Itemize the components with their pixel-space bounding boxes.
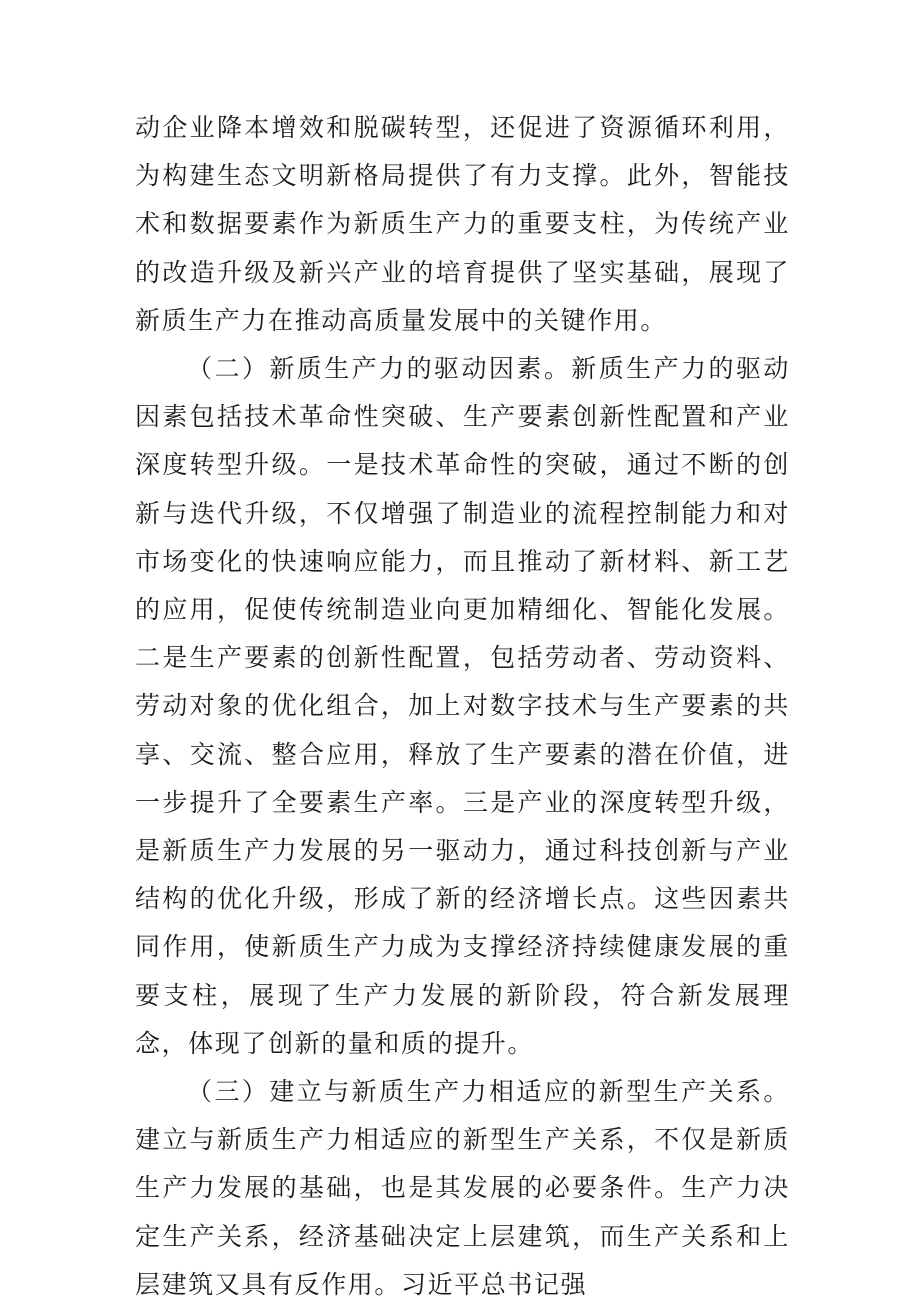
paragraph-continuation: 动企业降本增效和脱碳转型，还促进了资源循环利用，为构建生态文明新格局提供了有力支撑。此外，智能技术和数据要素作为新质生产力的重要支柱，为传统产业的改造升级及新兴产业的培育提供了坚实基础，展现了新质生产力在推动高质量发展中的关键作用。 (135, 113, 790, 335)
paragraph-section-3-production-relations: （三）建立与新质生产力相适应的新型生产关系。建立与新质生产力相适应的新型生产关系，不仅是新质生产力发展的基础，也是其发展的必要条件。生产力决定生产关系，经济基础决定上层建筑，而生产关系和上层建筑又具有反作用。习近平总书记强 (135, 1077, 790, 1299)
document-body (135, 104, 790, 1309)
paragraph-section-2-driving-factors: （二）新质生产力的驱动因素。新质生产力的驱动因素包括技术革命性突破、生产要素创新性配置和产业深度转型升级。一是技术革命性的突破，通过不断的创新与迭代升级，不仅增强了制造业的流程控制能力和对市场变化的快速响应能力，而且推动了新材料、新工艺的应用，促使传统制造业向更加精细化、智能化发展。二是生产要素的创新性配置，包括劳动者、劳动资料、劳动对象的优化组合，加上对数字技术与生产要素的共享、交流、整合应用，释放了生产要素的潜在价值，进一步提升了全要素生产率。三是产业的深度转型升级，是新质生产力发展的另一驱动力，通过科技创新与产业结构的优化升级，形成了新的经济增长点。这些因素共同作用，使新质生产力成为支撑经济持续健康发展的重要支柱，展现了生产力发展的新阶段，符合新发展理念，体现了创新的量和质的提升。 (135, 354, 790, 1058)
